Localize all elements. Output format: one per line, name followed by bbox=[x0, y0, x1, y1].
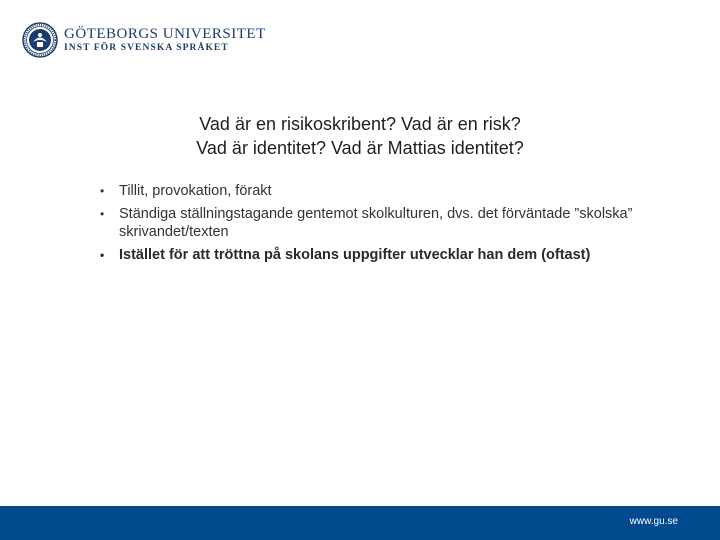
bullet-text: Istället för att tröttna på skolans uppgifter utvecklar han dem (oftast) bbox=[119, 247, 591, 263]
slide-title-line-1: Vad är en risikoskribent? Vad är en risk? bbox=[199, 114, 521, 134]
bullet-dot-icon: • bbox=[100, 184, 105, 198]
bullet-text: Tillit, provokation, förakt bbox=[119, 183, 272, 199]
header bbox=[22, 20, 266, 60]
footer-url[interactable]: www.gu.se bbox=[629, 516, 678, 527]
bullet-list bbox=[100, 182, 640, 269]
bullet-dot-icon: • bbox=[100, 248, 105, 262]
bullet-item bbox=[100, 205, 640, 241]
department-name: INST FÖR SVENSKA SPRÅKET bbox=[64, 42, 229, 53]
slide-title-line-2: Vad är identitet? Vad är Mattias identitet? bbox=[196, 138, 524, 158]
university-seal-icon bbox=[22, 22, 58, 58]
slide-title bbox=[0, 112, 720, 160]
bullet-text: Ständiga ställningstagande gentemot skolkulturen, dvs. det förväntade ”skolska” skrivandet/texten bbox=[119, 206, 633, 240]
bullet-dot-icon: • bbox=[100, 207, 105, 221]
org-text bbox=[64, 26, 266, 55]
footer-bar bbox=[0, 506, 720, 540]
bullet-item bbox=[100, 246, 640, 264]
org-name: GÖTEBORGS UNIVERSITET bbox=[64, 25, 266, 42]
bullet-item bbox=[100, 182, 640, 200]
